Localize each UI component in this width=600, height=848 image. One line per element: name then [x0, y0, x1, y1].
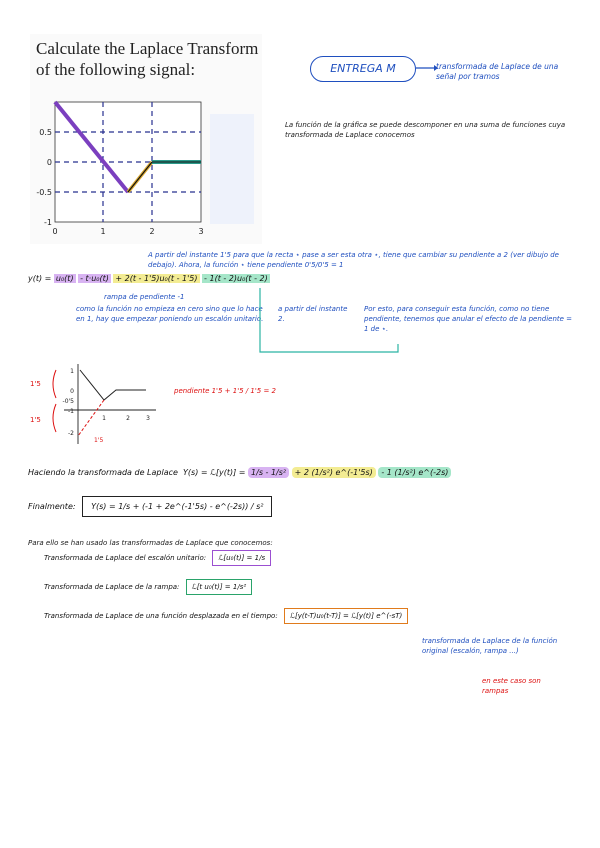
known-formula-2: ℒ[t u₀(t)] = 1/s²: [186, 579, 253, 595]
known-row-2: Transformada de Laplace de la rampa: ℒ[t u₀(t)] = 1/s²: [44, 583, 252, 591]
sketch-label: 1'5: [30, 416, 41, 424]
sketch-small-label: 1'5: [94, 437, 104, 444]
problem-statement: [30, 34, 262, 244]
problem-title: Calculate the Laplace Transform of the following signal:: [36, 39, 259, 79]
known-formula-1: ℒ[u₀(t)] = 1/s: [212, 550, 271, 566]
intro-text: La función de la gráfica se puede descomponer en una suma de funciones cuya transformada de Laplace conocemos: [285, 121, 566, 139]
sketch-ytick: -0'5: [62, 398, 74, 405]
sketch-label: 1'5: [30, 380, 41, 388]
note-ramp: rampa de pendiente -1: [104, 293, 185, 301]
header-note: transformada de Laplace de una señal por tramos: [436, 62, 559, 81]
sketch-xtick: 2: [126, 415, 130, 422]
main-equation: y(t) = u₀(t) - t·u₀(t) + 2(t - 1'5)u₀(t - 1'5) - 1(t - 2)u₀(t - 2): [28, 274, 268, 283]
plot-ytick: 0: [46, 158, 52, 167]
plot-xtick: 1: [100, 227, 106, 236]
note-from2: a partir del instante 2.: [278, 305, 348, 323]
known-row-1: Transformada de Laplace del escalón unitario: ℒ[u₀(t)] = 1/s: [44, 554, 271, 562]
transform-term-a: 1/s - 1/s²: [248, 467, 289, 478]
sketch-ytick: 1: [70, 368, 74, 375]
transform-term-c: - 1 (1/s²) e^(-2s): [378, 467, 451, 478]
eq-term-ramp: - t·u₀(t): [80, 274, 109, 283]
final-row: Finalmente: Y(s) = 1/s + (-1 + 2e^(-1'5s) - e^(-2s)) / s²: [28, 496, 272, 517]
sketch-ytick: -2: [68, 430, 74, 437]
known-note-1: transformada de Laplace de la función original (escalón, rampa ...): [422, 637, 558, 655]
eq-term-step: u₀(t): [55, 274, 74, 283]
plot-ytick: -0.5: [36, 188, 52, 197]
sketch-xtick: 3: [146, 415, 150, 422]
plot-ytick: 0.5: [39, 128, 52, 137]
note-top: A partir del instante 1'5 para que la recta ⋆ pase a ser esta otra ⋆, tiene que cambiar su pendiente a 2 (ver dibujo de debajo). Ahora, la función ⋆ tiene pendiente 0'5/0'5 = 1: [148, 251, 559, 269]
transform-term-b: + 2 (1/s²) e^(-1'5s): [292, 467, 376, 478]
known-row-3: Transformada de Laplace de una función desplazada en el tiempo: ℒ[y(t-T)u₀(t-T)] = ℒ[y(t)] e^(-sT): [44, 612, 408, 620]
eq-term-ramp2: + 2(t - 1'5)u₀(t - 1'5): [115, 274, 198, 283]
sketch-ytick: -1: [68, 408, 74, 415]
entrega-badge: ENTREGA M: [310, 56, 416, 82]
known-note-2: en este caso son rampas: [482, 677, 541, 695]
arrow-icon: [414, 62, 438, 74]
slope-text: pendiente 1'5 + 1'5 / 1'5 = 2: [174, 387, 276, 395]
connector-line: [250, 286, 410, 358]
note-cancel: Por esto, para conseguir esta función, como no tiene pendiente, tenemos que anular el efecto de la pendiente = 1 de ⋆.: [364, 305, 573, 333]
plot-xtick: 0: [52, 227, 58, 236]
known-formula-3: ℒ[y(t-T)u₀(t-T)] = ℒ[y(t)] e^(-sT): [284, 608, 408, 624]
sketch-ytick: 0: [70, 388, 74, 395]
known-intro: Para ello se han usado las transformadas de Laplace que conocemos:: [28, 539, 273, 547]
signal-plot: [30, 94, 262, 244]
plot-ytick: -1: [44, 218, 52, 227]
note-step: como la función no empieza en cero sino que lo hace en 1, hay que empezar poniendo un escalón unitario.: [76, 305, 264, 323]
sketch-xtick: 1: [102, 415, 106, 422]
eq-term-ramp3: - 1(t - 2)u₀(t - 2): [204, 274, 268, 283]
plot-xtick: 3: [198, 227, 204, 236]
final-result-box: Y(s) = 1/s + (-1 + 2e^(-1'5s) - e^(-2s)) / s²: [82, 496, 272, 517]
transform-row: Haciendo la transformada de Laplace Y(s) = ℒ[y(t)] = 1/s - 1/s² + 2 (1/s²) e^(-1'5s) - 1 (1/s²) e^(-2s): [28, 468, 451, 477]
slope-sketch: [28, 360, 168, 450]
plot-xtick: 2: [149, 227, 155, 236]
